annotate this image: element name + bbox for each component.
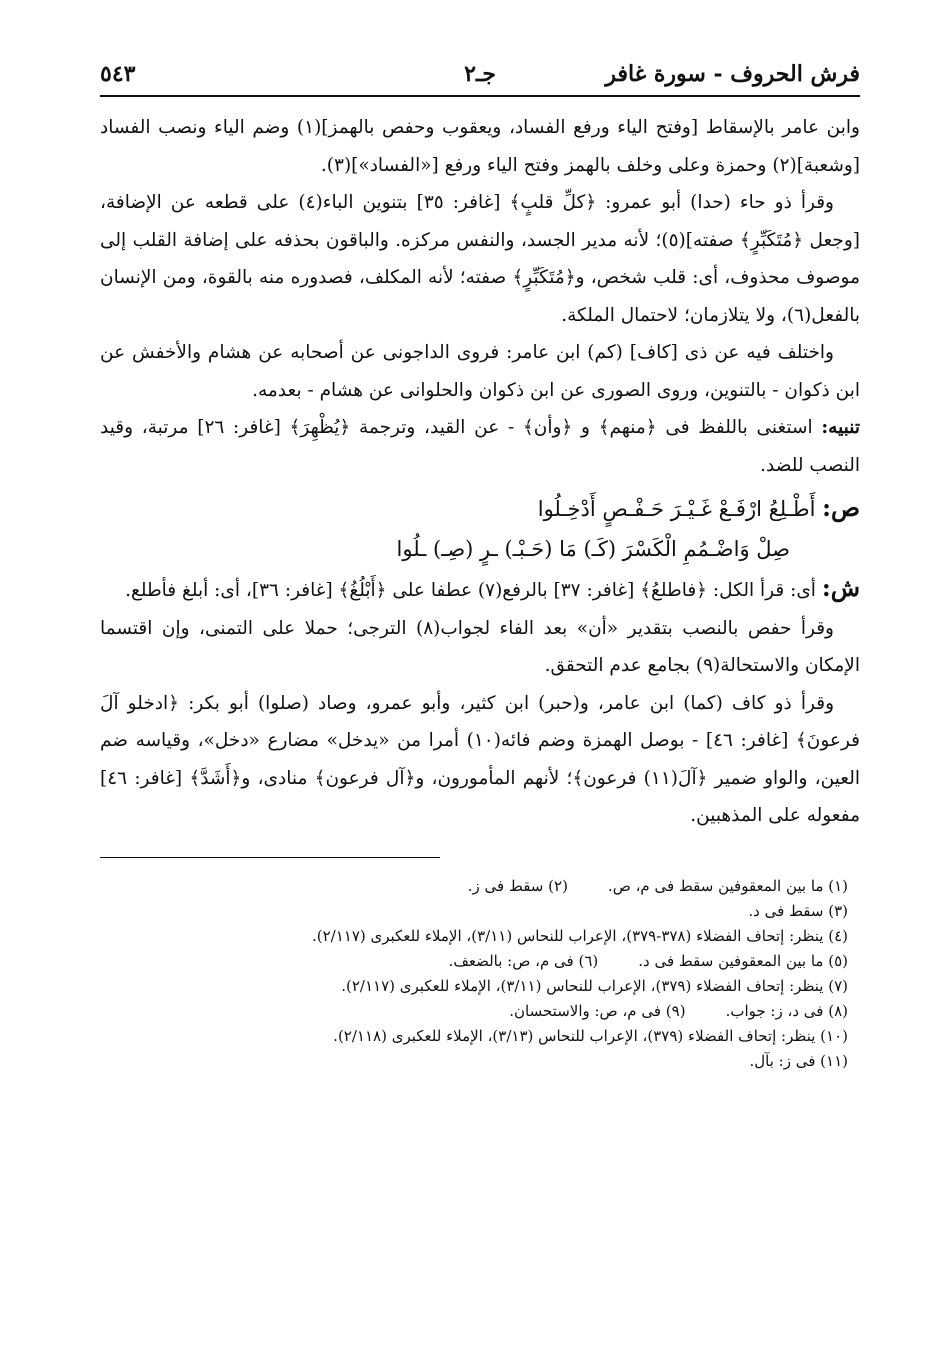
footnote: (٦) فى م، ص: بالضعف. bbox=[448, 951, 599, 970]
footnote-line bbox=[100, 949, 848, 974]
footnote: (٣) سقط فى د. bbox=[748, 901, 848, 920]
footnote: (٧) ينظر: إتحاف الفضلاء (٣٧٩)، الإعراب للنحاس (٣/١١)، الإملاء للعكبرى (٢/١١٧). bbox=[341, 976, 848, 995]
sharh-label: ش: bbox=[821, 573, 860, 602]
verse-line-2: صِلْ وَاضْـمُمِ الْكَسْرَ (كَـ) مَا (حَـبْـ) ـرٍ (صِـ) ـلُوا bbox=[396, 537, 790, 561]
footnote-line bbox=[100, 899, 848, 924]
tanbih-label: تنبيه: bbox=[821, 417, 860, 438]
tanbih-note bbox=[100, 409, 860, 484]
verse-block bbox=[100, 488, 860, 569]
paragraph: واختلف فيه عن ذى [كاف] (كم) ابن عامر: فروى الداجونى عن أصحابه عن هشام والأخفش عن ابن ذكوان - بالتنوين، وروى الصورى عن ابن ذكوان والحلوانى عن هشام - بعدمه. bbox=[100, 342, 860, 401]
paragraph: وقرأ حفص بالنصب بتقدير «أن» بعد الفاء لجواب(٨) الترجى؛ حملا على التمنى، وإن اقتسما الإمكان والاستحالة(٩) بجامع عدم التحقق. bbox=[100, 617, 860, 676]
main-text bbox=[100, 109, 860, 835]
running-title: فرش الحروف - سورة غافر bbox=[605, 61, 860, 87]
page-header bbox=[100, 55, 860, 97]
sharh-text: أى: قرأ الكل: ﴿فاطلعُ﴾ [غافر: ٣٧] بالرفع(٧) عطفا على ﴿أَبْلُغُ﴾ [غافر: ٣٦]، أى: أبلغ فأطلع. bbox=[125, 580, 816, 601]
verse-label: ص: bbox=[822, 493, 860, 522]
sharh-paragraph bbox=[100, 569, 860, 610]
footnote-line bbox=[100, 924, 848, 949]
footnote: (٢) سقط فى ز. bbox=[467, 876, 568, 895]
footnote-line bbox=[100, 1049, 848, 1074]
footnote-line bbox=[100, 974, 848, 999]
verse-line-1 bbox=[100, 488, 860, 529]
footnote: (٥) ما بين المعقوفين سقط فى د. bbox=[638, 951, 848, 970]
footnote-line bbox=[100, 874, 848, 899]
volume-number: جـ٢ bbox=[464, 61, 496, 87]
footnote-divider bbox=[100, 857, 440, 858]
footnote-line bbox=[100, 999, 848, 1024]
footnote: (١١) فى ز: بآل. bbox=[749, 1051, 848, 1070]
footnote-line bbox=[100, 1024, 848, 1049]
footnote: (٨) فى د، ز: جواب. bbox=[725, 1001, 848, 1020]
footnote: (١) ما بين المعقوفين سقط فى م، ص. bbox=[607, 876, 848, 895]
document-page bbox=[100, 55, 860, 1074]
page-number: ٥٤٣ bbox=[100, 61, 136, 87]
paragraph: وابن عامر بالإسقاط [وفتح الياء ورفع الفساد، ويعقوب وحفص بالهمز](١) وضم الياء ونصب الفساد [وشعبة](٢) وحمزة وعلى وخلف بالهمز وفتح الياء ورفع [«الفساد»](٣). bbox=[100, 117, 860, 176]
paragraph: وقرأ ذو كاف (كما) ابن عامر، و(حبر) ابن كثير، وأبو عمرو، وصاد (صلوا) أبو بكر: ﴿ادخلو آلَ فرعونَ﴾ [غافر: ٤٦] - بوصل الهمزة وضم فائه(١٠) أمرا من «يدخل» مضارع «دخل»، وقياسه ضم العين، والواو ضمير ﴿آلَ(١١) فرعون﴾؛ لأنهم المأمورون، و﴿آل فرعون﴾ منادى، و﴿أَشَدَّ﴾ [غافر: ٤٦] مفعوله على المذهبين. bbox=[100, 692, 860, 826]
footnote: (٤) ينظر: إتحاف الفضلاء (٣٧٨-٣٧٩)، الإعراب للنحاس (٣/١١)، الإملاء للعكبرى (٢/١١٧). bbox=[311, 926, 848, 945]
tanbih-text: استغنى باللفظ فى ﴿منهم﴾ و ﴿وأن﴾ - عن القيد، وترجمة ﴿يُظْهِرَ﴾ [غافر: ٢٦] مرتبة، وقيد النصب للضد. bbox=[100, 417, 860, 476]
footnote: (٩) فى م، ص: والاستحسان. bbox=[509, 1001, 686, 1020]
verse-text-1: أَطْـلِعُ ارْفَـعْ غَـيْـرَ حَـفْـصٍ أَدْخِـلُوا bbox=[537, 497, 816, 521]
footnotes bbox=[100, 874, 860, 1074]
paragraph: وقرأ ذو حاء (حدا) أبو عمرو: ﴿كلِّ قلبٍ﴾ [غافر: ٣٥] بتنوين الباء(٤) على قطعه عن الإضافة، [وجعل ﴿مُتَكَبِّرٍ﴾ صفته](٥)؛ لأنه مدير الجسد، والنفس مركزه. والباقون بحذفه على إضافة القلب إلى موصوف محذوف، أى: قلب شخص، و﴿مُتَكَبِّرٍ﴾ صفته؛ لأنه المكلف، فصدوره منه بالقوة، ومن الإنسان بالفعل(٦)، ولا يتلازمان؛ لاحتمال الملكة. bbox=[100, 192, 860, 326]
footnote: (١٠) ينظر: إتحاف الفضلاء (٣٧٩)، الإعراب للنحاس (٣/١٣)، الإملاء للعكبرى (٢/١١٨). bbox=[333, 1026, 848, 1045]
